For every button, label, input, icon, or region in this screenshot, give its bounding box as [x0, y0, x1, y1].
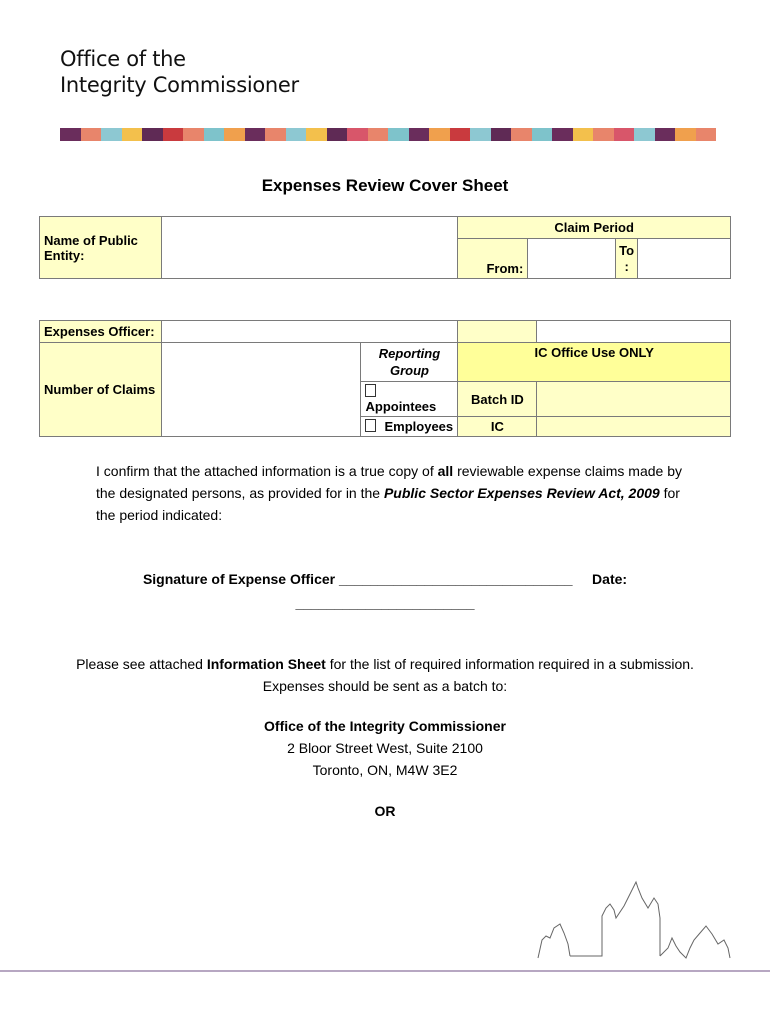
stripe-segment [224, 128, 245, 141]
stripe-segment [286, 128, 307, 141]
stripe-segment [614, 128, 635, 141]
stripe-segment [450, 128, 471, 141]
expenses-officer-field[interactable] [161, 321, 458, 343]
stripe-segment [81, 128, 102, 141]
stripe-segment [183, 128, 204, 141]
stripe-segment [347, 128, 368, 141]
stripe-segment [696, 128, 717, 141]
officer-claims-table [39, 320, 731, 437]
number-of-claims-field[interactable] [161, 343, 361, 437]
stripe-segment [470, 128, 491, 141]
stripe-segment [265, 128, 286, 141]
employees-checkbox[interactable] [365, 419, 376, 432]
from-date-field[interactable] [528, 239, 616, 279]
stripe-segment [552, 128, 573, 141]
signature-label: Signature of Expense Officer [142, 571, 336, 587]
stripe-segment [388, 128, 409, 141]
batch-id-field[interactable] [537, 382, 731, 417]
info-text-1: Please see attached [76, 656, 207, 672]
name-of-public-entity-label: Name of Public Entity: [40, 217, 162, 279]
stripe-segment [122, 128, 143, 141]
reporting-group-label: Reporting Group [361, 343, 458, 382]
stripe-segment [245, 128, 266, 141]
stripe-segment [573, 128, 594, 141]
stripe-segment [101, 128, 122, 141]
address-street: 2 Bloor Street West, Suite 2100 [287, 740, 483, 756]
stripe-segment [327, 128, 348, 141]
signature-block [0, 567, 770, 615]
expenses-officer-extra-cell [458, 321, 537, 343]
stripe-segment [511, 128, 532, 141]
stripe-segment [368, 128, 389, 141]
information-note [0, 653, 770, 697]
stripe-segment [634, 128, 655, 141]
address-org: Office of the Integrity Commissioner [264, 718, 506, 734]
name-of-public-entity-field[interactable] [161, 217, 457, 279]
footer-rule [0, 970, 770, 972]
entity-claim-table [39, 216, 731, 279]
employees-option[interactable] [361, 417, 458, 437]
confirmation-statement [96, 460, 686, 526]
ic-label: IC [458, 417, 537, 437]
info-text-2: for the list of required information required in a submission. [325, 656, 694, 672]
confirm-text-1: I confirm that the attached information is a true copy of [96, 463, 438, 479]
stripe-segment [60, 128, 81, 141]
date-line[interactable]: _______________________ [295, 595, 475, 611]
address-city: Toronto, ON, M4W 3E2 [312, 762, 458, 778]
or-separator: OR [374, 803, 396, 819]
appointees-checkbox[interactable] [365, 384, 376, 397]
stripe-segment [429, 128, 450, 141]
stripe-segment [655, 128, 676, 141]
employees-label: Employees [384, 419, 454, 434]
expenses-officer-extra-field[interactable] [537, 321, 731, 343]
logo-line-2: Integrity Commissioner [60, 73, 299, 97]
stripe-segment [142, 128, 163, 141]
batch-id-label: Batch ID [458, 382, 537, 417]
expenses-officer-label: Expenses Officer: [40, 321, 162, 343]
claim-period-label: Claim Period [458, 217, 731, 239]
confirm-text-3: for the period indicated: [96, 485, 680, 523]
mailing-address [0, 715, 770, 781]
to-label-colon: : [624, 258, 629, 274]
stripe-segment [204, 128, 225, 141]
number-of-claims-label: Number of Claims [40, 343, 162, 437]
from-label: From: [458, 239, 528, 279]
page-title: Expenses Review Cover Sheet [261, 176, 509, 195]
to-label [616, 239, 638, 279]
signature-line[interactable]: ______________________________ [339, 571, 573, 587]
to-date-field[interactable] [638, 239, 731, 279]
stripe-segment [163, 128, 184, 141]
stripe-segment [675, 128, 696, 141]
stripe-segment [491, 128, 512, 141]
appointees-option[interactable] [361, 382, 458, 417]
information-sheet-ref: Information Sheet [206, 656, 326, 672]
confirm-text-2: reviewable expense claims made by the designated persons, as provided for in the [96, 463, 682, 501]
act-title: Public Sector Expenses Review Act, 2009 [383, 485, 660, 501]
color-stripe-banner [60, 128, 716, 141]
ic-field[interactable] [537, 417, 731, 437]
ic-office-use-label: IC Office Use ONLY [458, 343, 731, 382]
stripe-segment [306, 128, 327, 141]
date-label: Date: [592, 571, 628, 587]
stripe-segment [532, 128, 553, 141]
organization-logo [60, 46, 299, 98]
stripe-segment [409, 128, 430, 141]
confirm-bold-all: all [437, 463, 454, 479]
logo-line-1: Office of the [60, 47, 186, 71]
appointees-label: Appointees [365, 399, 437, 414]
stripe-segment [593, 128, 614, 141]
info-line-2: Expenses should be sent as a batch to: [262, 678, 508, 694]
parliament-building-illustration [530, 878, 760, 973]
to-label-text: To [619, 242, 635, 258]
